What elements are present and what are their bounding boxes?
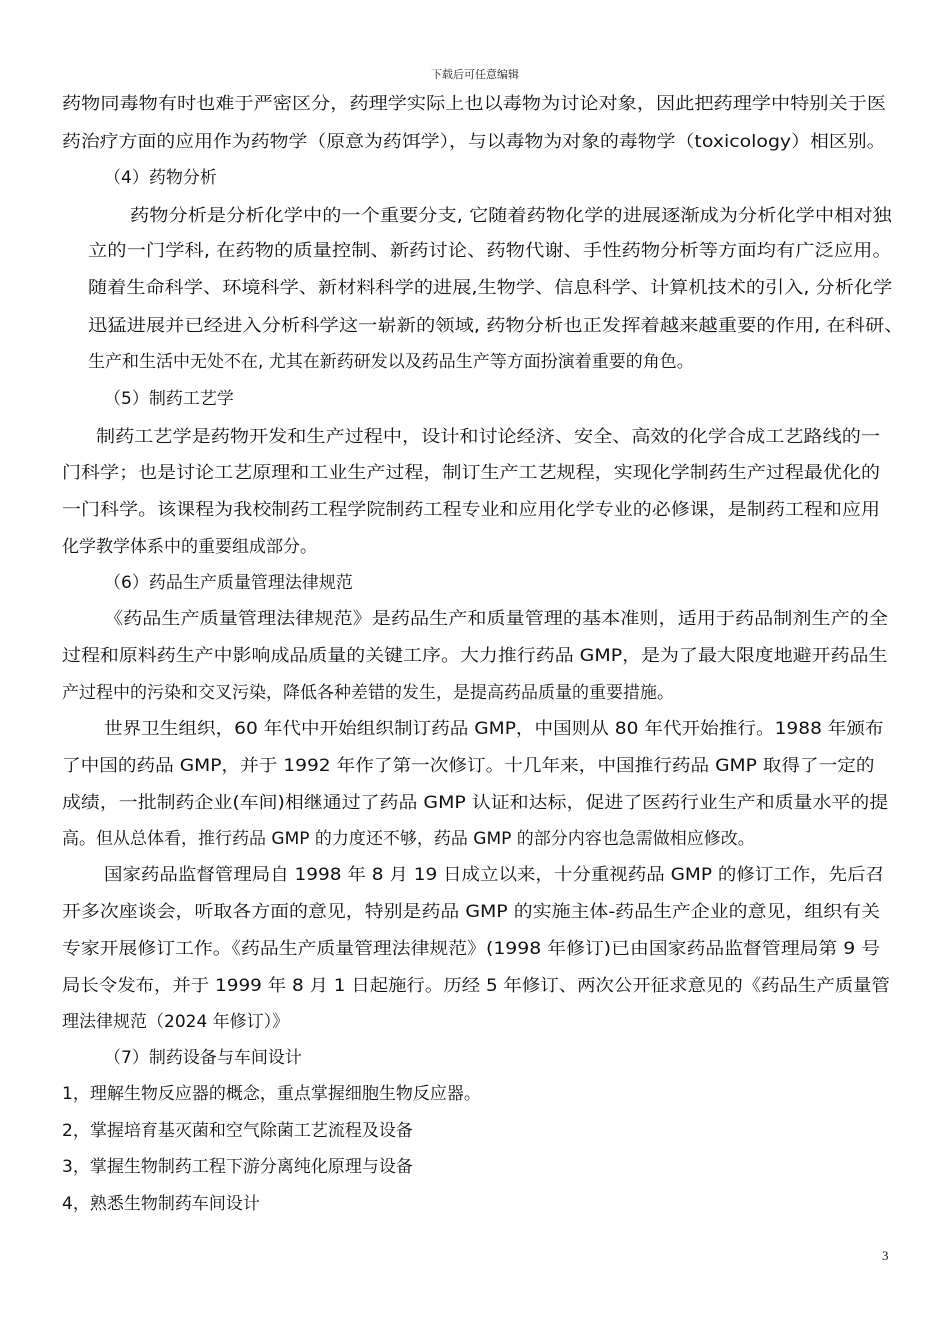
- section-heading: （4）药物分析: [104, 168, 217, 188]
- text-line: 成绩，一批制药企业(车间)相继通过了药品 GMP 认证和达标，促进了医药行业生产和质量水平的提: [62, 793, 889, 813]
- text-line: 开多次座谈会，听取各方面的意见，特别是药品 GMP 的实施主体-药品生产企业的意见，组织有关: [62, 902, 881, 922]
- list-item: 2，掌握培育基灭菌和空气除菌工艺流程及设备: [62, 1121, 413, 1141]
- section-heading: （5）制药工艺学: [104, 389, 234, 409]
- text-line: 药物分析是分析化学中的一个重要分支, 它随着药物化学的进展逐渐成为分析化学中相对独: [130, 206, 892, 226]
- text-line: 生产和生活中无处不在, 尤其在新药研发以及药品生产等方面扮演着重要的角色。: [88, 352, 694, 372]
- text-line: 化学教学体系中的重要组成部分。: [62, 537, 317, 557]
- text-line: 随着生命科学、环境科学、新材料科学的进展,生物学、信息科学、计算机技术的引入, 分析化学: [88, 278, 893, 298]
- text-line: 局长令发布，并于 1999 年 8 月 1 日起施行。历经 5 年修订、两次公开征求意见的《药品生产质量管: [62, 976, 890, 996]
- text-line: 药物同毒物有时也难于严密区分，药理学实际上也以毒物为讨论对象，因此把药理学中特别关于医: [62, 94, 886, 114]
- text-line: 药治疗方面的应用作为药物学（原意为药饵学），与以毒物为对象的毒物学（toxicology）相区别。: [62, 132, 886, 152]
- list-item: 3，掌握生物制药工程下游分离纯化原理与设备: [62, 1157, 413, 1177]
- text-line: 《药品生产质量管理法律规范》是药品生产和质量管理的基本准则，适用于药品制剂生产的全: [104, 609, 889, 629]
- section-heading: （6）药品生产质量管理法律规范: [104, 573, 353, 593]
- text-line: 高。但从总体看，推行药品 GMP 的力度还不够，药品 GMP 的部分内容也急需做相应修改。: [62, 829, 755, 849]
- text-line: 立的一门学科, 在药物的质量控制、新药讨论、药物代谢、手性药物分析等方面均有广泛应用。: [88, 241, 892, 261]
- text-line: 产过程中的污染和交叉污染，降低各种差错的发生，是提高药品质量的重要措施。: [62, 683, 674, 703]
- text-line: 世界卫生组织，60 年代中开始组织制订药品 GMP，中国则从 80 年代开始推行。1988 年颁布: [104, 719, 884, 739]
- list-item: 1，理解生物反应器的概念，重点掌握细胞生物反应器。: [62, 1084, 481, 1104]
- text-line: 国家药品监督管理局自 1998 年 8 月 19 日成立以来，十分重视药品 GMP 的修订工作，先后召: [104, 865, 885, 885]
- page-header: 下载后可任意编辑: [431, 68, 519, 81]
- text-line: 制药工艺学是药物开发和生产过程中，设计和讨论经济、安全、高效的化学合成工艺路线的一: [96, 427, 881, 447]
- text-line: 过程和原料药生产中影响成品质量的关键工序。大力推行药品 GMP，是为了最大限度地避开药品生: [62, 646, 888, 666]
- list-item: 4，熟悉生物制药车间设计: [62, 1194, 260, 1214]
- text-line: 迅猛进展并已经进入分析科学这一崭新的领域, 药物分析也正发挥着越来越重要的作用, 在科研、: [88, 316, 904, 336]
- text-line: 一门科学。该课程为我校制药工程学院制药工程专业和应用化学专业的必修课，是制药工程和应用: [62, 500, 881, 520]
- page-number: 3: [882, 1248, 889, 1263]
- text-line: 门科学；也是讨论工艺原理和工业生产过程，制订生产工艺规程，实现化学制药生产过程最优化的: [62, 463, 881, 483]
- text-line: 理法律规范（2024 年修订）》: [62, 1012, 290, 1032]
- section-heading: （7）制药设备与车间设计: [104, 1048, 302, 1068]
- text-line: 了中国的药品 GMP，并于 1992 年作了第一次修订。十几年来，中国推行药品 GMP 取得了一定的: [62, 756, 875, 776]
- text-line: 专家开展修订工作。《药品生产质量管理法律规范》(1998 年修订)已由国家药品监督管理局第 9 号: [62, 939, 881, 959]
